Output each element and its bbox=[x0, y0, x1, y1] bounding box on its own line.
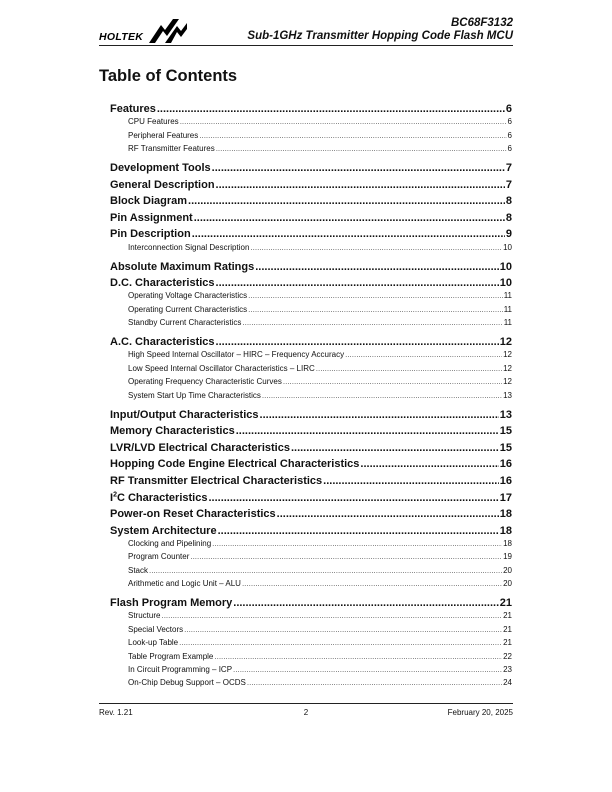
toc-entry-page: 23 bbox=[503, 665, 512, 674]
dot-leader bbox=[345, 349, 502, 360]
dot-leader bbox=[242, 578, 502, 589]
toc-entry-title: Structure bbox=[128, 611, 161, 621]
toc-entry-page: 12 bbox=[503, 350, 512, 360]
toc-entry-page: 12 bbox=[499, 336, 512, 349]
toc-section[interactable] bbox=[110, 260, 512, 274]
toc-entry-title: RF Transmitter Features bbox=[128, 144, 215, 153]
toc-subsection[interactable] bbox=[128, 363, 512, 374]
dot-leader bbox=[149, 565, 502, 576]
dot-leader bbox=[216, 335, 499, 349]
toc-subsection[interactable] bbox=[128, 578, 512, 589]
toc-entry-title: System Architecture bbox=[110, 524, 217, 537]
revision-label: Rev. 1.21 bbox=[99, 708, 133, 717]
dot-leader bbox=[190, 551, 502, 562]
toc-entry-title: In Circuit Programming – ICP bbox=[128, 665, 233, 674]
toc-section[interactable] bbox=[110, 507, 512, 521]
toc-entry-page: 21 bbox=[499, 597, 512, 610]
toc-subsection[interactable] bbox=[128, 551, 512, 562]
dot-leader bbox=[188, 194, 505, 208]
toc-entry-title: Operating Voltage Characteristics bbox=[128, 291, 248, 301]
dot-leader bbox=[218, 524, 499, 538]
toc-entry-page: 13 bbox=[499, 408, 512, 421]
table-of-contents bbox=[110, 0, 512, 792]
dot-leader bbox=[248, 304, 503, 315]
toc-entry-page: 20 bbox=[503, 579, 512, 589]
toc-entry-page: 11 bbox=[503, 304, 512, 314]
logo-text: HOLTEK bbox=[99, 31, 144, 43]
toc-entry-title: Arithmetic and Logic Unit – ALU bbox=[128, 579, 241, 589]
toc-section[interactable] bbox=[110, 161, 512, 175]
toc-entry-title: A.C. Characteristics bbox=[110, 336, 215, 349]
dot-leader bbox=[262, 390, 502, 401]
toc-entry-page: 21 bbox=[503, 638, 512, 648]
toc-entry-title: Pin Description bbox=[110, 228, 191, 241]
toc-section[interactable] bbox=[110, 335, 512, 349]
dot-leader bbox=[199, 130, 506, 141]
dot-leader bbox=[212, 161, 505, 175]
toc-entry-page: 6 bbox=[507, 117, 512, 127]
toc-entry-page: 18 bbox=[499, 508, 512, 521]
toc-section[interactable] bbox=[110, 178, 512, 192]
toc-entry-title: Special Vectors bbox=[128, 624, 184, 634]
toc-entry-page: 6 bbox=[507, 130, 512, 140]
dot-leader bbox=[208, 491, 498, 505]
dot-leader bbox=[179, 637, 502, 648]
toc-entry-page: 8 bbox=[505, 211, 512, 224]
dot-leader bbox=[216, 178, 505, 192]
dot-leader bbox=[236, 424, 499, 438]
dot-leader bbox=[316, 363, 502, 374]
toc-section[interactable] bbox=[110, 524, 512, 538]
dot-leader bbox=[180, 116, 507, 127]
dot-leader bbox=[184, 624, 502, 635]
toc-section[interactable] bbox=[110, 211, 512, 225]
toc-entry-page: 11 bbox=[503, 291, 512, 301]
toc-section[interactable] bbox=[110, 491, 512, 505]
dot-leader bbox=[216, 276, 499, 290]
toc-subsection[interactable] bbox=[128, 317, 512, 328]
dot-leader bbox=[233, 664, 502, 675]
toc-entry-title: Operating Frequency Characteristic Curves bbox=[128, 377, 282, 387]
toc-entry-page: 13 bbox=[503, 390, 512, 400]
footer-divider bbox=[99, 703, 513, 704]
dot-leader bbox=[360, 457, 498, 471]
toc-entry-title: Memory Characteristics bbox=[110, 425, 235, 438]
dot-leader bbox=[212, 538, 502, 549]
toc-entry-page: 15 bbox=[499, 425, 512, 438]
dot-leader bbox=[283, 376, 502, 387]
toc-section[interactable] bbox=[110, 276, 512, 290]
toc-entry-page: 6 bbox=[505, 103, 512, 115]
toc-subsection[interactable] bbox=[128, 242, 512, 253]
toc-subsection[interactable] bbox=[128, 677, 512, 688]
toc-entry-title: Power-on Reset Characteristics bbox=[110, 508, 276, 521]
toc-entry-title: Standby Current Characteristics bbox=[128, 318, 242, 328]
toc-entry-page: 17 bbox=[499, 491, 512, 504]
toc-section[interactable] bbox=[110, 424, 512, 438]
toc-entry-page: 21 bbox=[503, 624, 512, 634]
dot-leader bbox=[250, 242, 502, 253]
toc-entry-title: Clocking and Pipelining bbox=[128, 539, 212, 548]
toc-entry-page: 10 bbox=[499, 277, 512, 290]
part-number: BC68F3132 bbox=[450, 17, 513, 29]
toc-entry-title: High Speed Internal Oscillator – HIRC – Frequency Accuracy bbox=[128, 350, 345, 360]
toc-entry-title: $I^2C$ Characteristics bbox=[110, 490, 208, 504]
toc-entry-title: D.C. Characteristics bbox=[110, 277, 215, 290]
toc-entry-page: 20 bbox=[503, 565, 512, 575]
toc-entry-title: Input/Output Characteristics bbox=[110, 408, 259, 421]
toc-entry-title: Look-up Table bbox=[128, 638, 179, 648]
toc-entry-title: Hopping Code Engine Electrical Characteristics bbox=[110, 458, 360, 471]
toc-entry-title: Block Diagram bbox=[110, 195, 188, 208]
toc-entry-page: 18 bbox=[499, 524, 512, 537]
toc-section[interactable] bbox=[110, 596, 512, 610]
toc-subsection[interactable] bbox=[128, 651, 512, 662]
toc-entry-title: Flash Program Memory bbox=[110, 597, 233, 610]
dot-leader bbox=[157, 102, 505, 116]
toc-entry-page: 16 bbox=[499, 458, 512, 471]
toc-entry-page: 8 bbox=[505, 195, 512, 208]
toc-entry-page: 18 bbox=[503, 539, 512, 548]
dot-leader bbox=[161, 610, 502, 621]
toc-subsection[interactable] bbox=[128, 143, 512, 154]
toc-entry-page: 15 bbox=[499, 441, 512, 454]
publication-date: February 20, 2025 bbox=[447, 708, 513, 717]
toc-entry-page: 12 bbox=[503, 377, 512, 387]
toc-entry-page: 11 bbox=[503, 318, 512, 328]
toc-entry-page: 16 bbox=[499, 475, 512, 487]
dot-leader bbox=[192, 227, 505, 241]
toc-subsection[interactable] bbox=[128, 610, 512, 621]
toc-entry-page: 7 bbox=[505, 162, 512, 174]
dot-leader bbox=[242, 317, 502, 328]
dot-leader bbox=[214, 651, 502, 662]
toc-subsection[interactable] bbox=[128, 290, 512, 301]
toc-section[interactable] bbox=[110, 408, 512, 422]
toc-entry-title: Absolute Maximum Ratings bbox=[110, 260, 255, 273]
document-subtitle: Sub-1GHz Transmitter Hopping Code Flash MCU bbox=[247, 29, 513, 42]
toc-subsection[interactable] bbox=[128, 624, 512, 635]
page-footer bbox=[99, 708, 513, 720]
toc-subsection[interactable] bbox=[128, 116, 512, 127]
toc-subsection[interactable] bbox=[128, 637, 512, 648]
toc-entry-title: General Description bbox=[110, 178, 215, 191]
toc-entry-title: RF Transmitter Electrical Characteristics bbox=[110, 475, 323, 487]
toc-entry-title: CPU Features bbox=[128, 117, 179, 127]
toc-entry-title: On-Chip Debug Support – OCDS bbox=[128, 678, 246, 688]
dot-leader bbox=[216, 143, 507, 154]
toc-subsection[interactable] bbox=[128, 130, 512, 141]
toc-section[interactable] bbox=[110, 102, 512, 116]
toc-section[interactable] bbox=[110, 474, 512, 488]
toc-subsection[interactable] bbox=[128, 664, 512, 675]
dot-leader bbox=[248, 290, 503, 301]
toc-entry-title: Pin Assignment bbox=[110, 211, 193, 224]
toc-entry-title: Stack bbox=[128, 565, 149, 575]
dot-leader bbox=[277, 507, 499, 521]
toc-entry-title: Table Program Example bbox=[128, 651, 214, 661]
dot-leader bbox=[233, 596, 498, 610]
toc-entry-page: 7 bbox=[505, 178, 512, 191]
dot-leader bbox=[291, 441, 499, 455]
toc-entry-page: 6 bbox=[507, 144, 512, 153]
toc-entry-page: 21 bbox=[503, 611, 512, 621]
dot-leader bbox=[260, 408, 499, 422]
toc-entry-page: 19 bbox=[503, 552, 512, 562]
toc-subsection[interactable] bbox=[128, 376, 512, 387]
dot-leader bbox=[194, 211, 505, 225]
toc-subsection[interactable] bbox=[128, 565, 512, 576]
dot-leader bbox=[323, 474, 499, 488]
toc-entry-page: 24 bbox=[503, 678, 512, 688]
toc-entry-page: 10 bbox=[503, 242, 512, 252]
toc-entry-title: Program Counter bbox=[128, 552, 190, 562]
toc-subsection[interactable] bbox=[128, 390, 512, 401]
dot-leader bbox=[255, 260, 499, 274]
toc-section[interactable] bbox=[110, 227, 512, 241]
toc-entry-title: Features bbox=[110, 103, 156, 115]
toc-entry-title: LVR/LVD Electrical Characteristics bbox=[110, 441, 290, 454]
toc-entry-page: 22 bbox=[503, 651, 512, 661]
toc-entry-title: Low Speed Internal Oscillator Characteristics – LIRC bbox=[128, 363, 315, 373]
page-number: 2 bbox=[303, 708, 309, 717]
toc-entry-title: Peripheral Features bbox=[128, 130, 199, 140]
toc-entry-title: System Start Up Time Characteristics bbox=[128, 390, 261, 400]
dot-leader bbox=[247, 677, 502, 688]
toc-subsection[interactable] bbox=[128, 349, 512, 360]
toc-section[interactable] bbox=[110, 457, 512, 471]
toc-section[interactable] bbox=[110, 194, 512, 208]
toc-entry-page: 10 bbox=[499, 260, 512, 273]
toc-subsection[interactable] bbox=[128, 304, 512, 315]
toc-section[interactable] bbox=[110, 441, 512, 455]
toc-subsection[interactable] bbox=[128, 538, 512, 549]
toc-entry-page: 9 bbox=[505, 228, 512, 241]
toc-entry-title: Development Tools bbox=[110, 162, 211, 174]
toc-entry-page: 12 bbox=[503, 363, 512, 373]
page-title: Table of Contents bbox=[99, 67, 238, 85]
toc-entry-title: Interconnection Signal Description bbox=[128, 242, 250, 252]
toc-entry-title: Operating Current Characteristics bbox=[128, 304, 248, 314]
